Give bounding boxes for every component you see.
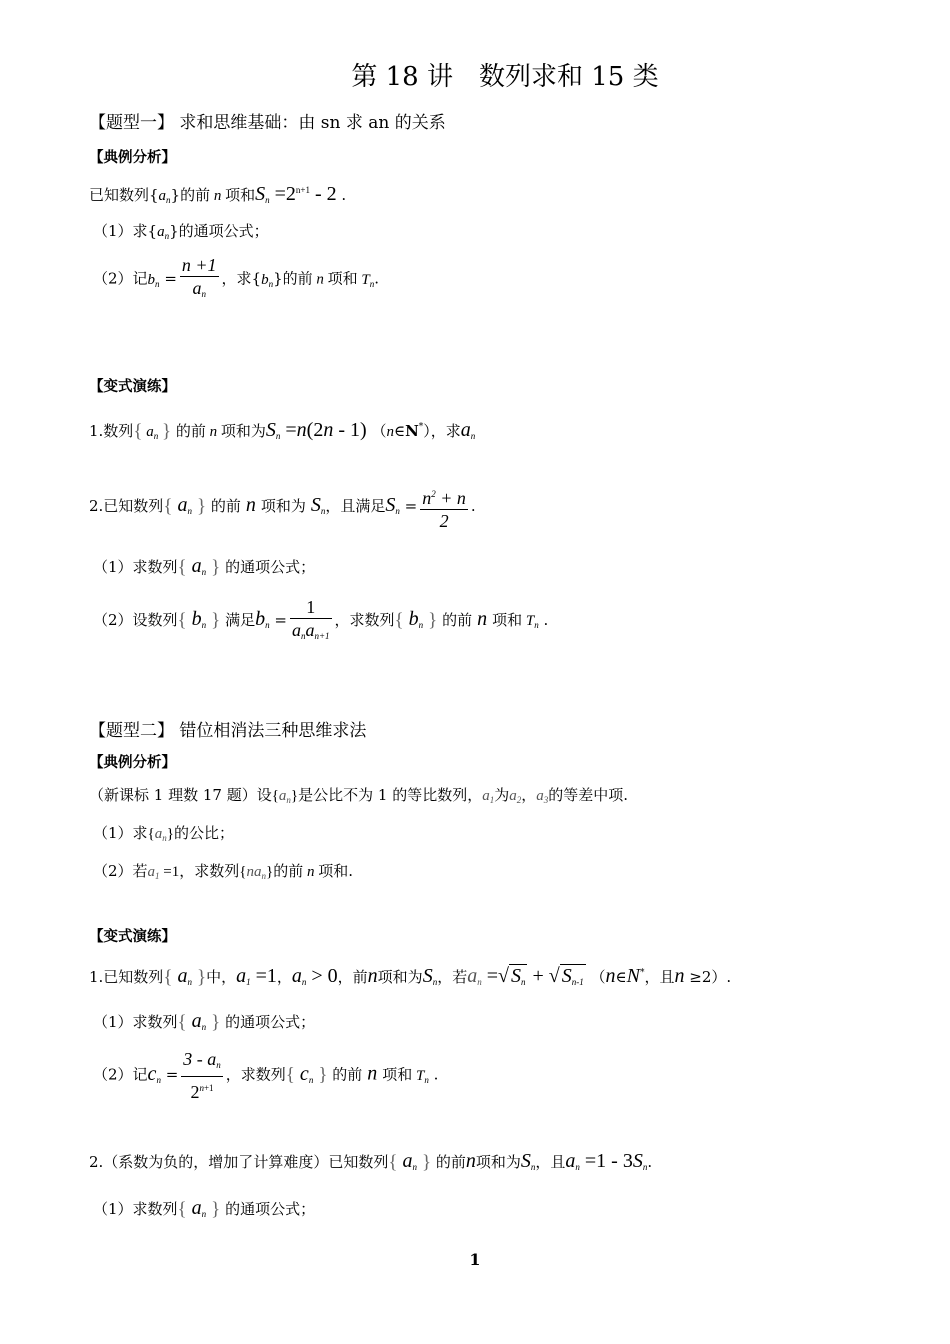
section-1-heading: 【题型一】 求和思维基础：由 sn 求 an 的关系 [89,113,446,133]
variant-2-1-question-2: （2）记$c_n$ = $\frac{3 - a_n}{2^{n+1}}$ ，求数列{ $c_n$ } 的前 n 项和 $T_n$ . [93,1049,439,1102]
example-1-question-1: （1）求$\{a_n\}$的通项公式； [93,222,269,241]
variant-practice-label: 【变式演练】 [89,378,176,395]
variant-2-1-question-1: （1）求数列{ $a_n$ } 的通项公式； [93,1010,316,1033]
section-2-heading: 【题型二】 错位相消法三种思维求法 [89,721,367,741]
variant-1-2-question-2: （2）设数列{ $b_n$ } 满足$b_n$ = $\frac{1}{a_na_{n+1}}$ ，求数列{ $b_n$ } 的前 n 项和 $T_n$ . [93,594,548,650]
example-1-question-2: （2）记$b_n$ = $\frac{n +1}{a_n}$ ，求$\{b_n\}$的前 n 项和 $T_n$. [93,254,379,307]
variant-practice-label-2: 【变式演练】 [89,928,176,945]
example-2-question-2: （2）若$a_1 =1$，求数列$\{na_n\}$的前 n 项和. [93,862,353,881]
page-title: 第 18 讲 数列求和 15 类 [351,62,659,92]
variant-2-2-question-1: （1）求数列{ $a_n$ } 的通项公式； [93,1197,316,1220]
variant-1-2-question-1: （1）求数列{ $a_n$ } 的通项公式； [93,555,316,578]
variant-2-1: 1.已知数列{ $a_n$ }中，$a_1 =1$，$a_n > 0$，前n项和为$S_n$，若$a_n$ =√ $S_n$ + √ $S_{n-1}$ （n∈N*，且n ≥2）. [89,965,732,988]
example-2-question-1: （1）求$\{a_n\}$的公比； [93,824,234,843]
typical-analysis-label-2: 【典例分析】 [89,754,176,771]
typical-analysis-label: 【典例分析】 [89,149,176,166]
variant-1-1: 1.数列{ $a_n$ } 的前 n 项和为$S_n =n(2n - 1)$ （n∈N*），求$a_n$ [89,419,476,442]
page-number: 1 [469,1250,481,1269]
example-1-statement: 已知数列$\{a_n\}$的前 n 项和$S_n =2^{n+1} - 2$ . [89,183,347,205]
variant-2-2: 2.（系数为负的，增加了计算难度）已知数列{ $a_n$ } 的前n项和为$S_n$，且$a_n =1 - 3S_n$. [89,1150,653,1173]
example-2-statement: （新课标 1 理数 17 题）设$\{a_n\}$是公比不为 1 的等比数列，$a_1$为$a_2$，$a_3$的等差中项. [89,786,629,805]
variant-1-2: 2.已知数列{ $a_n$ } 的前 n 项和为 $S_n$，且满足$S_n$ = $\frac{n^2 + n}{2}$ . [89,487,476,531]
